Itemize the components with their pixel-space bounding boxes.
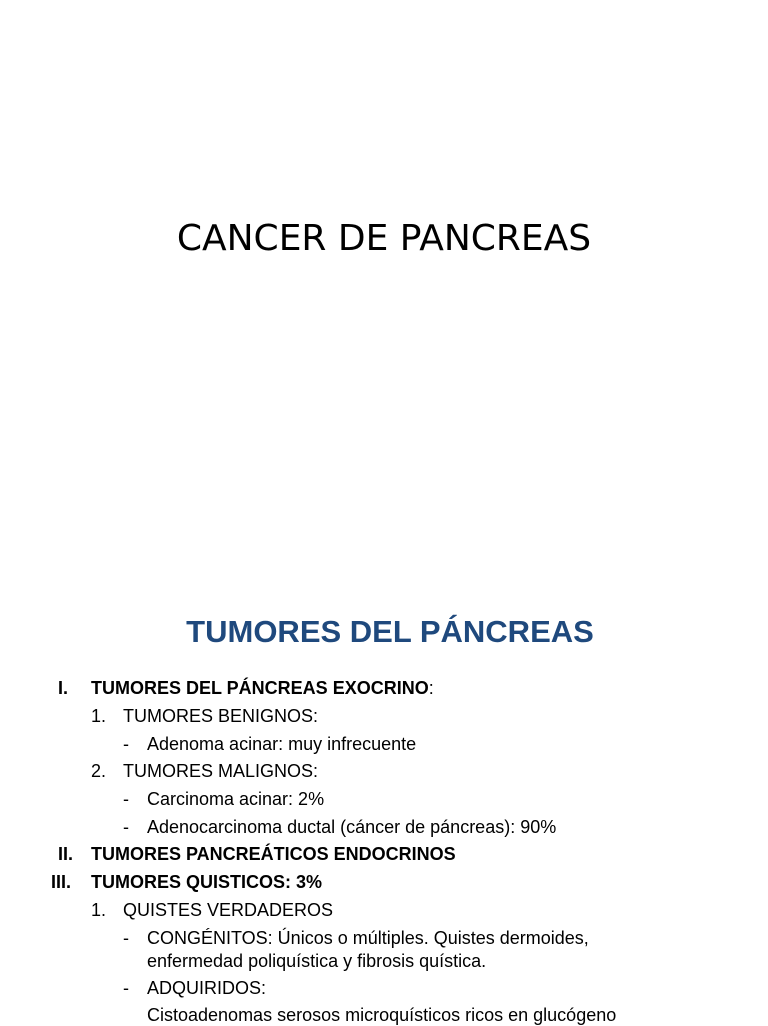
roman-numeral: I. [58,678,69,698]
bullet-text: ADQUIRIDOS: [147,978,267,998]
slide-title: CANCER DE PANCREAS [176,218,592,259]
bullet-text: enfermedad poliquística y fibrosis quística. [147,951,487,971]
bullet-text: CONGÉNITOS: Únicos o múltiples. Quistes dermoides, [147,928,589,948]
outline-heading: TUMORES DEL PÁNCREAS EXOCRINO: [91,678,434,698]
list-number: 2. [91,761,107,781]
outline-heading: TUMORES QUISTICOS: 3% [91,872,323,892]
bullet-text: Carcinoma acinar: 2% [147,789,325,809]
bullet-dash: - [123,734,129,754]
outline-sub-label: QUISTES VERDADEROS [123,900,334,920]
outline-sub-label: TUMORES BENIGNOS: [123,706,319,726]
bullet-dash: - [123,928,129,948]
list-number: 1. [91,706,107,726]
list-number: 1. [91,900,107,920]
bullet-text: Adenoma acinar: muy infrecuente [147,734,417,754]
bullet-text: Adenocarcinoma ductal (cáncer de páncreas): 90% [147,817,557,837]
roman-numeral: III. [51,872,72,892]
roman-numeral: II. [58,844,74,864]
bullet-dash: - [123,978,129,998]
bullet-text: Cistoadenomas serosos microquísticos ricos en glucógeno [147,1005,617,1025]
bullet-dash: - [123,789,129,809]
outline-sub-label: TUMORES MALIGNOS: [123,761,319,781]
bullet-dash: - [123,817,129,837]
section-title: TUMORES DEL PÁNCREAS [186,614,594,649]
outline-heading: TUMORES PANCREÁTICOS ENDOCRINOS [91,844,456,864]
